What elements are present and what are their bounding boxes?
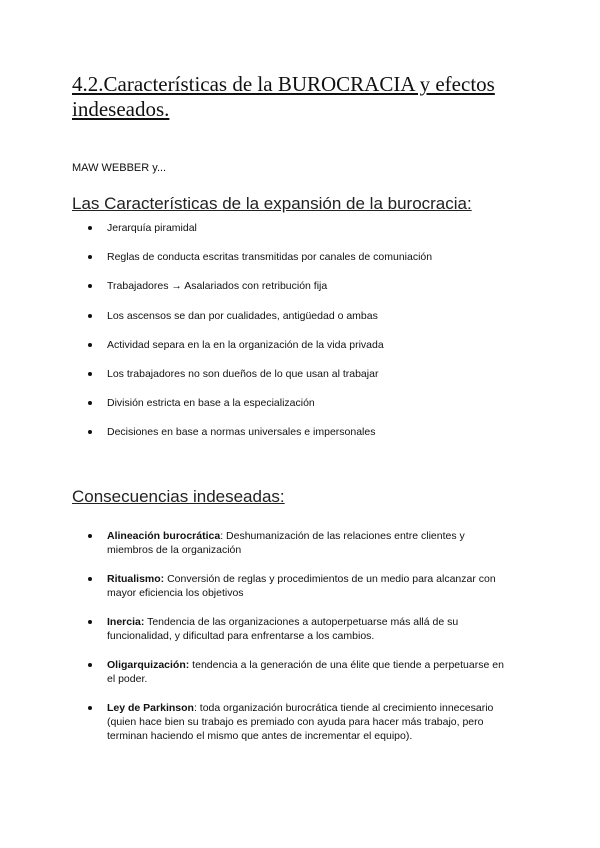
list-item: Decisiones en base a normas universales e impersonales xyxy=(88,425,508,439)
term-description: Conversión de reglas y procedimientos de un medio para alcanzar con mayor eficiencia los objetivos xyxy=(107,573,496,599)
characteristics-list xyxy=(88,221,508,455)
list-item: Reglas de conducta escritas transmitidas por canales de comuniación xyxy=(88,250,508,264)
consequences-list xyxy=(88,529,508,758)
document-subtitle: MAW WEBBER y... xyxy=(72,162,167,174)
list-item: Jerarquía piramidal xyxy=(88,221,508,235)
term-label: Inercia: xyxy=(107,616,145,628)
list-item xyxy=(88,658,508,686)
list-item: Los ascensos se dan por cualidades, antigüedad o ambas xyxy=(88,309,508,323)
list-item: División estricta en base a la especialización xyxy=(88,396,508,410)
term-description: : toda organización burocrática tiende al crecimiento innecesario (quien hace bien su trabajo es premiado con ayuda para hacer más trabajo, pero terminan haciendo el mismo que antes de incrementar el equipo). xyxy=(107,702,494,742)
list-item: Los trabajadores no son dueños de lo que usan al trabajar xyxy=(88,367,508,381)
term-label: Oligarquización: xyxy=(107,659,190,671)
term-description: Tendencia de las organizaciones a autoperpetuarse más allá de su funcionalidad, y dificultad para enfrentarse a los cambios. xyxy=(107,616,459,642)
term-description: : Deshumanización de las relaciones entre clientes y miembros de la organización xyxy=(107,530,465,556)
list-item: Trabajadores → Asalariados con retribución fija xyxy=(88,279,508,293)
term-label: Alineación burocrática xyxy=(107,530,221,542)
list-item xyxy=(88,615,508,643)
term-label: Ritualismo: xyxy=(107,573,165,585)
list-item xyxy=(88,529,508,557)
list-item xyxy=(88,572,508,600)
term-description: tendencia a la generación de una élite que tiende a perpetuarse en el poder. xyxy=(107,659,504,685)
section-heading-consequences: Consecuencias indeseadas: xyxy=(72,487,285,506)
section-heading-characteristics: Las Características de la expansión de la burocracia: xyxy=(72,194,472,213)
list-item xyxy=(88,701,508,743)
term-label: Ley de Parkinson xyxy=(107,702,194,714)
list-item: Actividad separa en la en la organización de la vida privada xyxy=(88,338,508,352)
document-title: 4.2.Características de la BUROCRACIA y efectos indeseados. xyxy=(72,72,495,121)
